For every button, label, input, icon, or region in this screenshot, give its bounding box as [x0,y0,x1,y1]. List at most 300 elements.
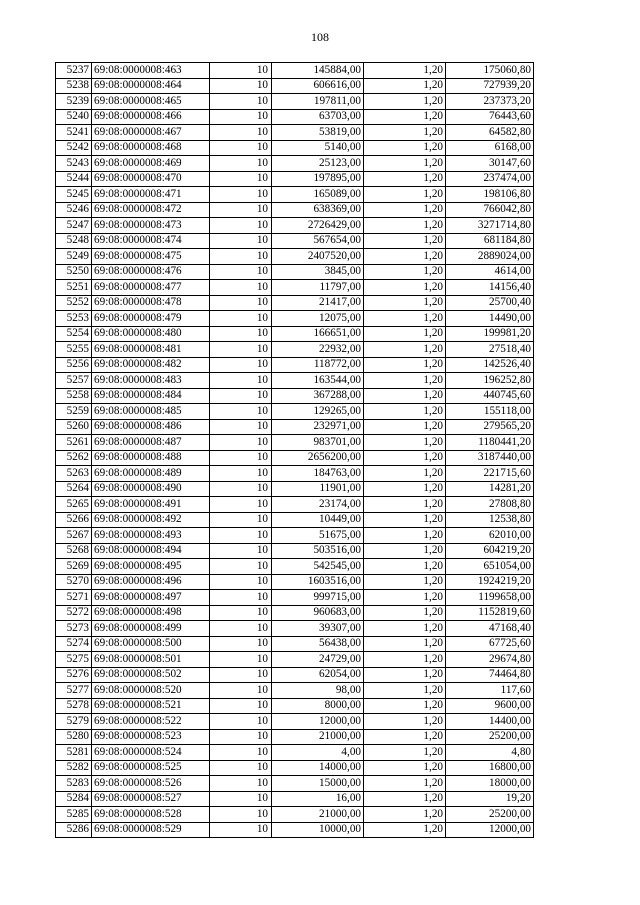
cadastral-number-cell: 69:08:0000008:466 [92,109,210,125]
rate-cell: 10 [210,326,272,342]
coefficient-cell: 1,20 [364,404,446,420]
row-number-cell: 5279 [56,714,92,730]
table-row [56,156,534,172]
coefficient-cell: 1,20 [364,559,446,575]
total-cell: 142526,40 [446,357,534,373]
total-cell: 1924219,20 [446,574,534,590]
value-cell: 367288,00 [272,388,364,404]
rate-cell: 10 [210,404,272,420]
row-number-cell: 5247 [56,218,92,234]
total-cell: 2889024,00 [446,249,534,265]
rate-cell: 10 [210,791,272,807]
value-cell: 960683,00 [272,605,364,621]
coefficient-cell: 1,20 [364,342,446,358]
rate-cell: 10 [210,636,272,652]
table-row [56,760,534,776]
total-cell: 74464,80 [446,667,534,683]
total-cell: 1152819,60 [446,605,534,621]
table-row [56,419,534,435]
rate-cell: 10 [210,528,272,544]
rate-cell: 10 [210,264,272,280]
coefficient-cell: 1,20 [364,776,446,792]
table-row [56,435,534,451]
data-table [55,62,534,838]
row-number-cell: 5240 [56,109,92,125]
table-row [56,729,534,745]
coefficient-cell: 1,20 [364,791,446,807]
coefficient-cell: 1,20 [364,698,446,714]
total-cell: 279565,20 [446,419,534,435]
value-cell: 11901,00 [272,481,364,497]
rate-cell: 10 [210,233,272,249]
rate-cell: 10 [210,171,272,187]
row-number-cell: 5258 [56,388,92,404]
cadastral-number-cell: 69:08:0000008:471 [92,187,210,203]
cadastral-number-cell: 69:08:0000008:481 [92,342,210,358]
table-row [56,714,534,730]
rate-cell: 10 [210,357,272,373]
total-cell: 30147,60 [446,156,534,172]
total-cell: 4614,00 [446,264,534,280]
rate-cell: 10 [210,683,272,699]
value-cell: 184763,00 [272,466,364,482]
table-row [56,512,534,528]
rate-cell: 10 [210,822,272,838]
table-row [56,652,534,668]
table-row [56,636,534,652]
total-cell: 18000,00 [446,776,534,792]
rate-cell: 10 [210,807,272,823]
row-number-cell: 5255 [56,342,92,358]
value-cell: 232971,00 [272,419,364,435]
total-cell: 27808,80 [446,497,534,513]
row-number-cell: 5278 [56,698,92,714]
row-number-cell: 5265 [56,497,92,513]
value-cell: 11797,00 [272,280,364,296]
rate-cell: 10 [210,652,272,668]
value-cell: 21000,00 [272,807,364,823]
coefficient-cell: 1,20 [364,326,446,342]
row-number-cell: 5261 [56,435,92,451]
total-cell: 12538,80 [446,512,534,528]
rate-cell: 10 [210,745,272,761]
rate-cell: 10 [210,202,272,218]
value-cell: 165089,00 [272,187,364,203]
table-row [56,791,534,807]
table-row [56,404,534,420]
coefficient-cell: 1,20 [364,667,446,683]
coefficient-cell: 1,20 [364,450,446,466]
cadastral-number-cell: 69:08:0000008:474 [92,233,210,249]
total-cell: 12000,00 [446,822,534,838]
value-cell: 999715,00 [272,590,364,606]
table-body [56,63,534,838]
table-row [56,249,534,265]
rate-cell: 10 [210,605,272,621]
coefficient-cell: 1,20 [364,264,446,280]
rate-cell: 10 [210,590,272,606]
total-cell: 198106,80 [446,187,534,203]
coefficient-cell: 1,20 [364,543,446,559]
rate-cell: 10 [210,497,272,513]
row-number-cell: 5238 [56,78,92,94]
value-cell: 3845,00 [272,264,364,280]
row-number-cell: 5280 [56,729,92,745]
cadastral-number-cell: 69:08:0000008:468 [92,140,210,156]
table-row [56,357,534,373]
rate-cell: 10 [210,218,272,234]
row-number-cell: 5244 [56,171,92,187]
rate-cell: 10 [210,94,272,110]
value-cell: 16,00 [272,791,364,807]
value-cell: 8000,00 [272,698,364,714]
cadastral-number-cell: 69:08:0000008:502 [92,667,210,683]
coefficient-cell: 1,20 [364,497,446,513]
value-cell: 542545,00 [272,559,364,575]
coefficient-cell: 1,20 [364,94,446,110]
total-cell: 604219,20 [446,543,534,559]
coefficient-cell: 1,20 [364,528,446,544]
row-number-cell: 5241 [56,125,92,141]
total-cell: 76443,60 [446,109,534,125]
row-number-cell: 5281 [56,745,92,761]
cadastral-number-cell: 69:08:0000008:476 [92,264,210,280]
rate-cell: 10 [210,388,272,404]
total-cell: 155118,00 [446,404,534,420]
rate-cell: 10 [210,760,272,776]
value-cell: 98,00 [272,683,364,699]
cadastral-number-cell: 69:08:0000008:491 [92,497,210,513]
row-number-cell: 5250 [56,264,92,280]
cadastral-number-cell: 69:08:0000008:493 [92,528,210,544]
row-number-cell: 5254 [56,326,92,342]
cadastral-number-cell: 69:08:0000008:495 [92,559,210,575]
rate-cell: 10 [210,621,272,637]
table-row [56,140,534,156]
table-row [56,218,534,234]
coefficient-cell: 1,20 [364,652,446,668]
value-cell: 21000,00 [272,729,364,745]
row-number-cell: 5284 [56,791,92,807]
value-cell: 22932,00 [272,342,364,358]
value-cell: 25123,00 [272,156,364,172]
table-row [56,388,534,404]
table-row [56,466,534,482]
cadastral-number-cell: 69:08:0000008:501 [92,652,210,668]
table-row [56,202,534,218]
value-cell: 24729,00 [272,652,364,668]
value-cell: 53819,00 [272,125,364,141]
coefficient-cell: 1,20 [364,218,446,234]
total-cell: 6168,00 [446,140,534,156]
rate-cell: 10 [210,543,272,559]
total-cell: 1180441,20 [446,435,534,451]
rate-cell: 10 [210,156,272,172]
total-cell: 14490,00 [446,311,534,327]
table-row [56,822,534,838]
cadastral-number-cell: 69:08:0000008:488 [92,450,210,466]
total-cell: 196252,80 [446,373,534,389]
cadastral-number-cell: 69:08:0000008:470 [92,171,210,187]
table-row [56,63,534,79]
cadastral-number-cell: 69:08:0000008:487 [92,435,210,451]
total-cell: 199981,20 [446,326,534,342]
row-number-cell: 5260 [56,419,92,435]
cadastral-number-cell: 69:08:0000008:484 [92,388,210,404]
total-cell: 766042,80 [446,202,534,218]
value-cell: 12000,00 [272,714,364,730]
total-cell: 19,20 [446,791,534,807]
coefficient-cell: 1,20 [364,78,446,94]
value-cell: 23174,00 [272,497,364,513]
value-cell: 2726429,00 [272,218,364,234]
value-cell: 163544,00 [272,373,364,389]
cadastral-number-cell: 69:08:0000008:463 [92,63,210,79]
value-cell: 56438,00 [272,636,364,652]
coefficient-cell: 1,20 [364,187,446,203]
rate-cell: 10 [210,714,272,730]
row-number-cell: 5285 [56,807,92,823]
cadastral-number-cell: 69:08:0000008:497 [92,590,210,606]
cadastral-number-cell: 69:08:0000008:529 [92,822,210,838]
total-cell: 3271714,80 [446,218,534,234]
total-cell: 727939,20 [446,78,534,94]
coefficient-cell: 1,20 [364,109,446,125]
cadastral-number-cell: 69:08:0000008:477 [92,280,210,296]
value-cell: 15000,00 [272,776,364,792]
cadastral-number-cell: 69:08:0000008:498 [92,605,210,621]
coefficient-cell: 1,20 [364,249,446,265]
cadastral-number-cell: 69:08:0000008:520 [92,683,210,699]
table-row [56,590,534,606]
table-row [56,264,534,280]
total-cell: 14156,40 [446,280,534,296]
row-number-cell: 5267 [56,528,92,544]
rate-cell: 10 [210,63,272,79]
total-cell: 117,60 [446,683,534,699]
total-cell: 237474,00 [446,171,534,187]
coefficient-cell: 1,20 [364,233,446,249]
coefficient-cell: 1,20 [364,140,446,156]
coefficient-cell: 1,20 [364,822,446,838]
cadastral-number-cell: 69:08:0000008:475 [92,249,210,265]
coefficient-cell: 1,20 [364,807,446,823]
rate-cell: 10 [210,419,272,435]
total-cell: 25200,00 [446,729,534,745]
cadastral-number-cell: 69:08:0000008:464 [92,78,210,94]
row-number-cell: 5257 [56,373,92,389]
cadastral-number-cell: 69:08:0000008:486 [92,419,210,435]
value-cell: 145884,00 [272,63,364,79]
total-cell: 221715,60 [446,466,534,482]
value-cell: 129265,00 [272,404,364,420]
row-number-cell: 5273 [56,621,92,637]
table-row [56,574,534,590]
row-number-cell: 5253 [56,311,92,327]
total-cell: 9600,00 [446,698,534,714]
cadastral-number-cell: 69:08:0000008:478 [92,295,210,311]
coefficient-cell: 1,20 [364,156,446,172]
row-number-cell: 5263 [56,466,92,482]
cadastral-number-cell: 69:08:0000008:500 [92,636,210,652]
value-cell: 2656200,00 [272,450,364,466]
rate-cell: 10 [210,295,272,311]
coefficient-cell: 1,20 [364,745,446,761]
rate-cell: 10 [210,373,272,389]
value-cell: 12075,00 [272,311,364,327]
cadastral-number-cell: 69:08:0000008:526 [92,776,210,792]
value-cell: 197811,00 [272,94,364,110]
table-row [56,78,534,94]
value-cell: 166651,00 [272,326,364,342]
value-cell: 51675,00 [272,528,364,544]
table-row [56,667,534,683]
row-number-cell: 5256 [56,357,92,373]
cadastral-number-cell: 69:08:0000008:480 [92,326,210,342]
cadastral-number-cell: 69:08:0000008:521 [92,698,210,714]
total-cell: 651054,00 [446,559,534,575]
total-cell: 4,80 [446,745,534,761]
row-number-cell: 5245 [56,187,92,203]
coefficient-cell: 1,20 [364,388,446,404]
coefficient-cell: 1,20 [364,512,446,528]
table-row [56,605,534,621]
coefficient-cell: 1,20 [364,357,446,373]
row-number-cell: 5264 [56,481,92,497]
rate-cell: 10 [210,78,272,94]
page-number: 108 [311,30,329,44]
coefficient-cell: 1,20 [364,590,446,606]
coefficient-cell: 1,20 [364,171,446,187]
value-cell: 14000,00 [272,760,364,776]
total-cell: 25200,00 [446,807,534,823]
cadastral-number-cell: 69:08:0000008:490 [92,481,210,497]
rate-cell: 10 [210,435,272,451]
total-cell: 62010,00 [446,528,534,544]
table-row [56,543,534,559]
total-cell: 440745,60 [446,388,534,404]
value-cell: 63703,00 [272,109,364,125]
row-number-cell: 5276 [56,667,92,683]
total-cell: 29674,80 [446,652,534,668]
row-number-cell: 5268 [56,543,92,559]
row-number-cell: 5274 [56,636,92,652]
table-row [56,295,534,311]
total-cell: 3187440,00 [446,450,534,466]
value-cell: 62054,00 [272,667,364,683]
row-number-cell: 5251 [56,280,92,296]
rate-cell: 10 [210,280,272,296]
cadastral-number-cell: 69:08:0000008:465 [92,94,210,110]
table-row [56,745,534,761]
coefficient-cell: 1,20 [364,373,446,389]
table-row [56,683,534,699]
value-cell: 567654,00 [272,233,364,249]
table-row [56,497,534,513]
coefficient-cell: 1,20 [364,435,446,451]
row-number-cell: 5239 [56,94,92,110]
total-cell: 64582,80 [446,125,534,141]
cadastral-number-cell: 69:08:0000008:494 [92,543,210,559]
coefficient-cell: 1,20 [364,466,446,482]
cadastral-number-cell: 69:08:0000008:522 [92,714,210,730]
rate-cell: 10 [210,466,272,482]
cadastral-number-cell: 69:08:0000008:485 [92,404,210,420]
coefficient-cell: 1,20 [364,729,446,745]
rate-cell: 10 [210,450,272,466]
coefficient-cell: 1,20 [364,605,446,621]
table-row [56,776,534,792]
rate-cell: 10 [210,249,272,265]
cadastral-number-cell: 69:08:0000008:523 [92,729,210,745]
value-cell: 638369,00 [272,202,364,218]
cadastral-number-cell: 69:08:0000008:524 [92,745,210,761]
row-number-cell: 5272 [56,605,92,621]
row-number-cell: 5283 [56,776,92,792]
coefficient-cell: 1,20 [364,419,446,435]
rate-cell: 10 [210,667,272,683]
total-cell: 1199658,00 [446,590,534,606]
value-cell: 10449,00 [272,512,364,528]
value-cell: 503516,00 [272,543,364,559]
rate-cell: 10 [210,512,272,528]
row-number-cell: 5246 [56,202,92,218]
cadastral-number-cell: 69:08:0000008:525 [92,760,210,776]
total-cell: 14281,20 [446,481,534,497]
cadastral-number-cell: 69:08:0000008:483 [92,373,210,389]
row-number-cell: 5270 [56,574,92,590]
coefficient-cell: 1,20 [364,295,446,311]
table-row [56,125,534,141]
total-cell: 237373,20 [446,94,534,110]
row-number-cell: 5248 [56,233,92,249]
row-number-cell: 5242 [56,140,92,156]
value-cell: 10000,00 [272,822,364,838]
rate-cell: 10 [210,311,272,327]
table-row [56,109,534,125]
total-cell: 27518,40 [446,342,534,358]
cadastral-number-cell: 69:08:0000008:472 [92,202,210,218]
cadastral-number-cell: 69:08:0000008:482 [92,357,210,373]
rate-cell: 10 [210,729,272,745]
total-cell: 16800,00 [446,760,534,776]
table-row [56,373,534,389]
table-row [56,342,534,358]
table-row [56,94,534,110]
total-cell: 25700,40 [446,295,534,311]
table-row [56,698,534,714]
value-cell: 39307,00 [272,621,364,637]
table-row [56,621,534,637]
value-cell: 1603516,00 [272,574,364,590]
row-number-cell: 5237 [56,63,92,79]
total-cell: 67725,60 [446,636,534,652]
total-cell: 47168,40 [446,621,534,637]
row-number-cell: 5259 [56,404,92,420]
cadastral-number-cell: 69:08:0000008:492 [92,512,210,528]
row-number-cell: 5266 [56,512,92,528]
total-cell: 14400,00 [446,714,534,730]
rate-cell: 10 [210,559,272,575]
rate-cell: 10 [210,187,272,203]
coefficient-cell: 1,20 [364,714,446,730]
cadastral-number-cell: 69:08:0000008:499 [92,621,210,637]
coefficient-cell: 1,20 [364,760,446,776]
row-number-cell: 5243 [56,156,92,172]
table-row [56,280,534,296]
table-row [56,233,534,249]
value-cell: 2407520,00 [272,249,364,265]
